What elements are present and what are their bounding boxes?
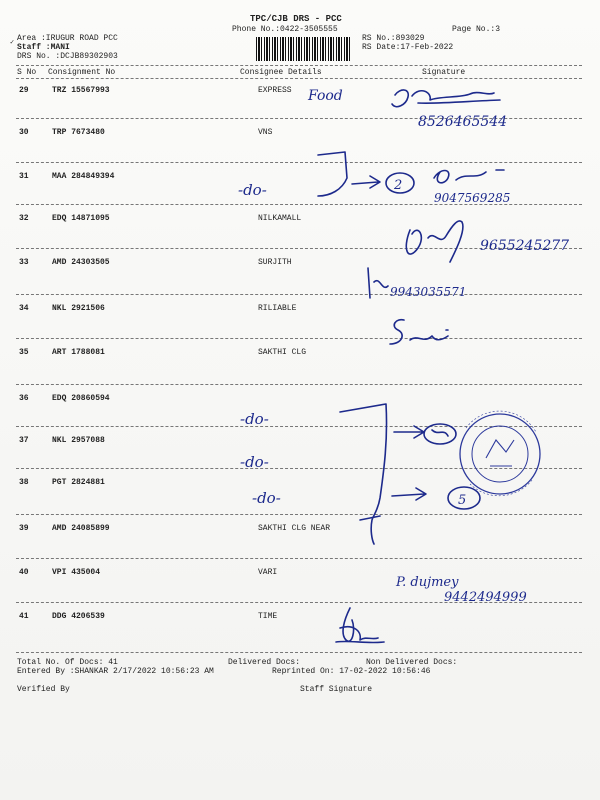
- ditto-31: -do-: [238, 181, 267, 199]
- row-sno: 34: [19, 304, 29, 313]
- row-consignee-details: SAKTHI CLG: [258, 348, 307, 357]
- row-consignment-no: PGT 2824881: [52, 478, 105, 487]
- row-consignment-no: ART 1788081: [52, 348, 105, 357]
- row-consignment-no: EDQ 20860594: [52, 394, 110, 403]
- row-consignee-details: VARI: [258, 568, 278, 577]
- row-consignment-no: VPI 435004: [52, 568, 101, 577]
- phone-number: Phone No.:0422-3505555: [232, 25, 338, 34]
- circle-37: [424, 424, 456, 444]
- ditto-37: -do-: [240, 453, 269, 471]
- row-sno: 39: [19, 524, 29, 533]
- row-consignee-details: EXPRESS: [258, 86, 292, 95]
- arrow-38: [392, 488, 426, 500]
- row-consignment-no: TRZ 15567993: [52, 86, 110, 95]
- row-sno: 31: [19, 172, 29, 181]
- staff-signature-label: Staff Signature: [300, 685, 373, 694]
- row-sno: 36: [19, 394, 29, 403]
- row-sno: 40: [19, 568, 29, 577]
- page-number: Page No.:3: [452, 25, 501, 34]
- phone-33: 9943035571: [390, 285, 467, 299]
- area-label: Area :IRUGUR ROAD PCC: [17, 34, 118, 43]
- non-delivered-docs: Non Delivered Docs:: [366, 658, 458, 667]
- row-sno: 30: [19, 128, 29, 137]
- row-consignment-no: NKL 2921506: [52, 304, 105, 313]
- signature-33: [368, 268, 388, 298]
- row-sno: 37: [19, 436, 29, 445]
- row-consignee-details: RILIABLE: [258, 304, 297, 313]
- row-sno: 29: [19, 86, 29, 95]
- row-consignment-no: MAA 284849394: [52, 172, 115, 181]
- rs-number: RS No.:893029: [362, 34, 425, 43]
- column-sno: S No: [17, 68, 37, 77]
- document-title: TPC/CJB DRS - PCC: [250, 14, 342, 24]
- circle-31-number: 2: [394, 178, 403, 193]
- bracket-36-38: [340, 404, 387, 544]
- row-consignee-details: SURJITH: [258, 258, 292, 267]
- row-consignee-details: VNS: [258, 128, 273, 137]
- row-sno: 33: [19, 258, 29, 267]
- total-docs: Total No. Of Docs: 41: [17, 658, 118, 667]
- signature-41: [336, 608, 384, 643]
- delivered-docs: Delivered Docs:: [228, 658, 301, 667]
- signature-35: [390, 320, 448, 344]
- row-sno: 32: [19, 214, 29, 223]
- signature-29: [392, 90, 500, 107]
- row-consignment-no: TRP 7673480: [52, 128, 105, 137]
- row-sno: 35: [19, 348, 29, 357]
- ditto-38: -do-: [252, 489, 281, 507]
- bracket-31: [318, 152, 347, 196]
- ditto-36: -do-: [240, 410, 269, 428]
- arrow-31: [352, 176, 380, 188]
- arrow-37: [394, 426, 424, 438]
- row-sno: 38: [19, 478, 29, 487]
- signature-40: P. dujmey: [396, 575, 459, 590]
- row-sno: 41: [19, 612, 29, 621]
- column-consignment: Consignment No: [48, 68, 116, 77]
- phone-29: 8526465544: [418, 114, 508, 130]
- institution-stamp: [460, 411, 540, 496]
- row-consignment-no: DDG 4206539: [52, 612, 105, 621]
- row-consignee-details: NILKAMALL: [258, 214, 302, 223]
- row-consignment-no: NKL 2957088: [52, 436, 105, 445]
- tick-mark-icon: ✓: [10, 39, 15, 47]
- row-consignment-no: EDQ 14871095: [52, 214, 110, 223]
- row-consignment-no: AMD 24085899: [52, 524, 110, 533]
- phone-32: 9655245277: [480, 238, 570, 254]
- row-consignment-no: AMD 24303505: [52, 258, 110, 267]
- phone-31: 9047569285: [434, 191, 511, 205]
- row-consignee-details: TIME: [258, 612, 278, 621]
- signature-31: [434, 170, 504, 183]
- circle-38-number: 5: [458, 493, 467, 508]
- signature-32: [406, 221, 463, 262]
- column-consignee-details: Consignee Details: [240, 68, 322, 77]
- handwritten-food: Food: [308, 88, 343, 104]
- circle-37-scribble: [432, 430, 448, 436]
- drs-number: DRS No. :DCJB89302903: [17, 52, 118, 61]
- staff-label: Staff :MANI: [17, 43, 70, 52]
- verified-by: Verified By: [17, 685, 70, 694]
- rs-date: RS Date:17-Feb-2022: [362, 43, 454, 52]
- reprinted-on: Reprinted On: 17-02-2022 10:56:46: [272, 667, 431, 676]
- entered-by: Entered By :SHANKAR 2/17/2022 10:56:23 AM: [17, 667, 214, 676]
- column-signature: Signature: [422, 68, 466, 77]
- row-consignee-details: SAKTHI CLG NEAR: [258, 524, 331, 533]
- phone-40: 9442494999: [444, 590, 527, 605]
